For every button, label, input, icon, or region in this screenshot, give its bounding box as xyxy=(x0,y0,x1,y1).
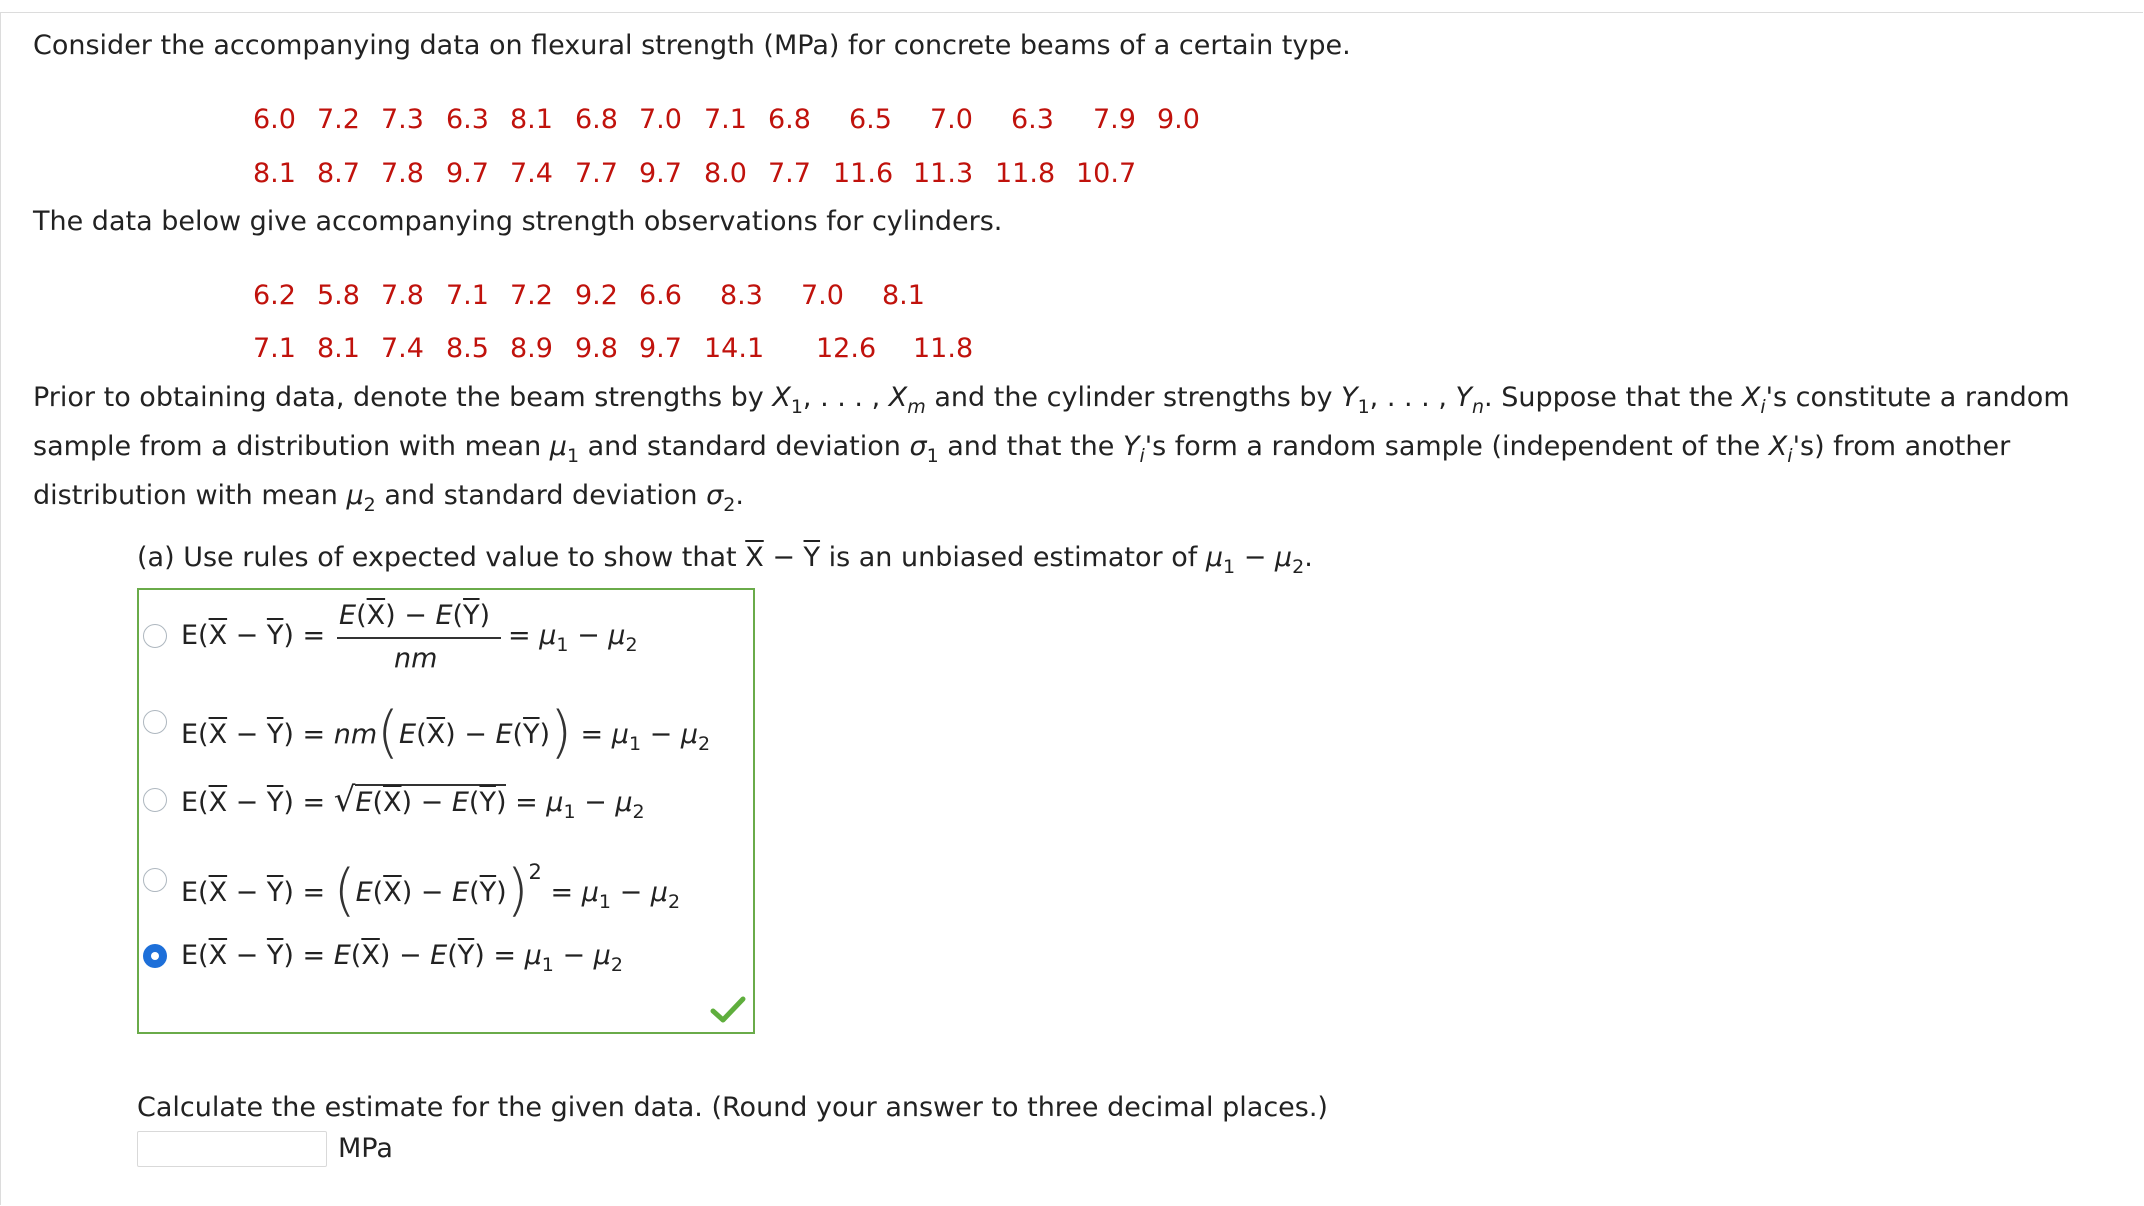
cylinder-value: 7.4 xyxy=(381,333,424,364)
cylinder-value: 7.0 xyxy=(801,280,844,311)
part-a-text: is an unbiased estimator of xyxy=(820,542,1206,573)
beam-value: 9.0 xyxy=(1157,104,1200,135)
beam-value: 11.8 xyxy=(995,158,1056,189)
option-1-fraction-bar xyxy=(337,637,501,639)
prior-line-1: Prior to obtaining data, denote the beam strengths by $X_1$, . . . , $X_m$ and the cylinder strengths by $Y_1$, . . . , $Y_n$. Suppose that the $X_i's$ constitute a random xyxy=(33,382,2070,418)
beam-value: 9.7 xyxy=(639,158,682,189)
cylinder-value: 14.1 xyxy=(704,333,765,364)
beam-value: 7.8 xyxy=(381,158,424,189)
prior-line-3: distribution with mean $\mu_2$ and standard deviation $\sigma_2$. xyxy=(33,480,744,516)
beam-value: 7.9 xyxy=(1093,104,1136,135)
checkmark-icon xyxy=(710,995,746,1029)
cylinder-value: 8.9 xyxy=(510,333,553,364)
cylinder-value: 7.2 xyxy=(510,280,553,311)
beam-value: 7.1 xyxy=(704,104,747,135)
beam-value: 7.7 xyxy=(575,158,618,189)
beam-value: 7.0 xyxy=(930,104,973,135)
beam-value: 6.8 xyxy=(768,104,811,135)
prior-text: . Suppose that the xyxy=(1484,382,1742,413)
beam-value: 6.5 xyxy=(849,104,892,135)
option-5-expression[interactable]: $E(\overline{X} - \overline{Y}) = E(\overline{X}) - E(\overline{Y}) = \mu_1 - \mu_2$ xyxy=(181,940,623,976)
prior-text: sample from a distribution with mean xyxy=(33,431,550,462)
cylinder-value: 6.6 xyxy=(639,280,682,311)
beam-value: 8.1 xyxy=(510,104,553,135)
beam-value: 10.7 xyxy=(1076,158,1137,189)
beam-value: 6.8 xyxy=(575,104,618,135)
answer-input[interactable] xyxy=(137,1131,327,1167)
prior-text: and that the xyxy=(938,431,1123,462)
option-2-radio[interactable] xyxy=(143,710,167,734)
part-a-text: (a) Use rules of expected value to show that xyxy=(137,542,746,573)
option-3-expression[interactable]: $E(\overline{X} - \overline{Y}) = √E(\overline{X}) - E(\overline{Y}) = \mu_1 - \mu_2$ xyxy=(181,780,645,823)
beam-value: 11.6 xyxy=(833,158,894,189)
part-a-prompt: (a) Use rules of expected value to show that $\overline{X} - \overline{Y}$ is an unbiased estimator of $\mu_1 - \mu_2$. xyxy=(137,542,1313,578)
prior-text: and standard deviation xyxy=(579,431,910,462)
cylinder-value: 8.1 xyxy=(882,280,925,311)
beam-value: 7.2 xyxy=(317,104,360,135)
cylinder-value: 12.6 xyxy=(816,333,877,364)
prior-text: Prior to obtaining data, denote the beam strengths by xyxy=(33,382,773,413)
cylinder-value: 7.1 xyxy=(253,333,296,364)
beam-value: 8.1 xyxy=(253,158,296,189)
option-1-radio[interactable] xyxy=(143,624,167,648)
option-1-numerator: $E(\overline{X}) - E(\overline{Y})$ xyxy=(339,600,491,631)
prior-text: distribution with mean xyxy=(33,480,347,511)
prior-text: 's form a random sample (independent of the xyxy=(1144,431,1769,462)
option-1-denominator: nm xyxy=(394,643,438,674)
intro-text: Consider the accompanying data on flexural strength (MPa) for concrete beams of a certain type. xyxy=(33,30,1351,61)
beam-value: 6.3 xyxy=(446,104,489,135)
option-1-rhs: = $\mu_1 - \mu_2$ xyxy=(508,620,638,656)
beam-value: 6.3 xyxy=(1011,104,1054,135)
cylinder-intro-text: The data below give accompanying strength observations for cylinders. xyxy=(33,206,1003,237)
cylinder-value: 7.1 xyxy=(446,280,489,311)
answer-unit: MPa xyxy=(338,1133,393,1164)
cylinder-value: 9.2 xyxy=(575,280,618,311)
option-4-expression[interactable]: $E(\overline{X} - \overline{Y}) = (E(\overline{X}) - E(\overline{Y}))^2 = \mu_1 - \mu_2$ xyxy=(181,858,681,923)
beam-value: 7.7 xyxy=(768,158,811,189)
beam-value: 7.3 xyxy=(381,104,424,135)
option-2-expression[interactable]: $E(\overline{X} - \overline{Y}) = nm(E(\overline{X}) - E(\overline{Y})) = \mu_1 - \mu_2$ xyxy=(181,700,711,765)
prior-line-2: sample from a distribution with mean $\mu_1$ and standard deviation $\sigma_1$ and that the $Y_i's$ form a random sample (independent of the $X_i's$) from another xyxy=(33,431,2011,467)
beam-value: 6.0 xyxy=(253,104,296,135)
beam-value: 7.4 xyxy=(510,158,553,189)
option-1-lhs[interactable]: $E(\overline{X} - \overline{Y})$ = xyxy=(181,620,326,651)
beam-value: 11.3 xyxy=(913,158,974,189)
cylinder-value: 11.8 xyxy=(913,333,974,364)
cylinder-value: 9.7 xyxy=(639,333,682,364)
option-5-radio[interactable] xyxy=(143,944,167,968)
beam-value: 7.0 xyxy=(639,104,682,135)
cylinder-value: 7.8 xyxy=(381,280,424,311)
option-3-radio[interactable] xyxy=(143,788,167,812)
cylinder-value: 8.1 xyxy=(317,333,360,364)
beam-value: 9.7 xyxy=(446,158,489,189)
cylinder-value: 9.8 xyxy=(575,333,618,364)
prior-text: and standard deviation xyxy=(375,480,707,511)
prior-text: 's constitute a random xyxy=(1765,382,2070,413)
cylinder-value: 5.8 xyxy=(317,280,360,311)
calc-prompt: Calculate the estimate for the given data. (Round your answer to three decimal places.) xyxy=(137,1092,1328,1123)
beam-value: 8.0 xyxy=(704,158,747,189)
beam-value: 8.7 xyxy=(317,158,360,189)
option-4-radio[interactable] xyxy=(143,868,167,892)
cylinder-value: 6.2 xyxy=(253,280,296,311)
prior-text: 's) from another xyxy=(1792,431,2011,462)
cylinder-value: 8.5 xyxy=(446,333,489,364)
prior-text: and the cylinder strengths by xyxy=(925,382,1342,413)
cylinder-value: 8.3 xyxy=(720,280,763,311)
